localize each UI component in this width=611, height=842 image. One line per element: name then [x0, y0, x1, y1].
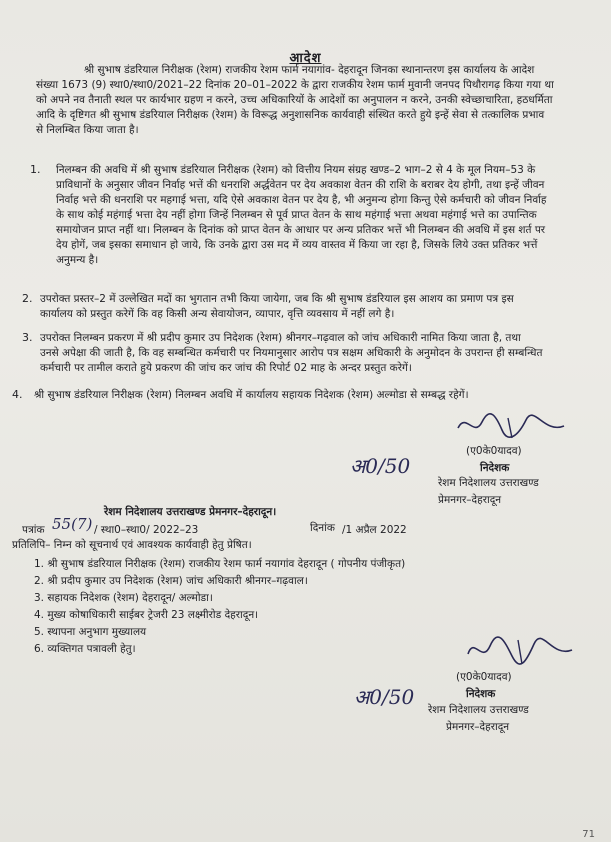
handwritten-date: अ0/50 [354, 685, 415, 709]
point-line: कर्मचारी पर तामील कराते हुये प्रकरण की जांच कर जांच की रिपोर्ट 02 माह के अन्दर प्रस्तुत करेगें। [40, 362, 412, 374]
point-line: उपरोक्त प्रस्तर–2 में उल्लेखित मदों का भुगतान तभी किया जायेगा, जब कि श्री सुभाष डंडरियाल इस आशय का प्रमाण पत्र इस [40, 293, 514, 305]
signatory-name: (ए0के0यादव) [456, 671, 512, 683]
reference-code: / स्था0–स्था0/ 2022–23 [94, 524, 199, 536]
signatory-designation: निदेशक [480, 462, 510, 474]
signatory-place: प्रेमनगर–देहरादून [438, 494, 502, 506]
office-header: रेशम निदेशालय उत्तराखण्ड प्रेमनगर–देहरादून। [104, 506, 277, 518]
list-item: 3. सहायक निदेशक (रेशम) देहरादून/ अल्मोडा। [34, 592, 213, 604]
signatory-office: रेशम निदेशालय उत्तराखण्ड [428, 704, 529, 716]
point-line: श्री सुभाष डंडरियाल निरीक्षक (रेशम) निलम्बन अवधि में कार्यालय सहायक निदेशक (रेशम) अल्मोडा से सम्बद्ध रहेगें। [34, 389, 469, 401]
signatory-office: रेशम निदेशालय उत्तराखण्ड [438, 477, 539, 489]
point-line: प्राविधानों के अनुसार जीवन निर्वाह भत्तें की धनराशि अर्द्धवेतन पर देय अवकाश वेतन की राशि के बराबर देय होगी, तथा इन्हें जीवन [56, 179, 545, 191]
handwritten-date: अ0/50 [350, 454, 411, 478]
point-line: निलम्बन की अवधि में श्री सुभाष डंडरियाल निरीक्षक (रेशम) को वित्तीय नियम संग्रह खण्ड–2 भाग–2 से 4 के मूल नियम–53 के [56, 164, 536, 176]
intro-line: संख्या 1673 (9) स्था0/स्था0/2021–22 दिनांक 20–01–2022 के द्वारा राजकीय रेशम फार्म मुवानी जनपद पिथौरागढ़ किया गया था [36, 79, 554, 91]
intro-line: को अपने नव तैनाती स्थल पर कार्यभार ग्रहण न करने, उच्च अधिकारियों के आदेशों का अनुपालन न करने, उनकी स्वेच्छाचारिता, हठधर्मिता [36, 94, 553, 106]
list-item: 4. मुख्य कोषाधिकारी साईबर ट्रेजरी 23 लक्ष्मीरोड देहरादून। [34, 609, 259, 621]
reference-date-label: दिनांक [310, 522, 335, 534]
point-line: समायोजन प्राप्त नहीं था। निलम्बन के दिनांक को प्राप्त वेतन के आधार पर अन्य प्रतिकर भत्तें भी निलम्बन की अवधि में इस शर्त पर [56, 224, 546, 236]
point-number: 1. [30, 163, 41, 176]
list-item: 2. श्री प्रदीप कुमार उप निदेशक (रेशम) जांच अधिकारी श्रीनगर–गढ़वाल। [34, 575, 308, 587]
point-number: 2. [22, 292, 33, 305]
page-number: 71 [582, 829, 595, 840]
signatory-name: (ए0के0यादव) [466, 445, 522, 457]
point-line: निर्वाह भत्ते की धनराशि पर महगाई भत्ता, यदि ऐसे अवकाश वेतन पर देय है, भी अनुमन्य होगा किन्तु ऐसे कर्मचारी को जीवन निर्वाह [56, 194, 547, 206]
point-line: देय होगें, जब इसका समाधान हो जाये, कि उनके द्वारा उस मद में व्यय वास्तव में किया जा रहा है, जिसके लिये उक्त प्रतिकर भत्तें [56, 239, 538, 251]
point-line: उपरोक्त निलम्बन प्रकरण में श्री प्रदीप कुमार उप निदेशक (रेशम) श्रीनगर–गढ़वाल को जांच अधिकारी नामित किया जाता है, तथा [40, 332, 521, 344]
signatory-place: प्रेमनगर–देहरादून [446, 721, 510, 733]
reference-label: पत्रांक [22, 524, 45, 536]
point-line: कार्यालय को प्रस्तुत करेगें कि वह किसी अन्य सेवायोजन, व्यापार, वृत्ति व्यवसाय में नहीं लगे है। [40, 308, 395, 320]
list-item: 5. स्थापना अनुभाग मुख्यालय [34, 626, 147, 638]
signature [452, 408, 572, 448]
reference-date: /1 अप्रैल 2022 [342, 524, 407, 536]
intro-line: श्री सुभाष डंडरियाल निरीक्षक (रेशम) राजकीय रेशम फार्म नयागांव- देहरादून जिनका स्थानान्तरण इस कार्यालय के आदेश [84, 64, 535, 76]
point-line: के साथ कोई महंगाई भत्ता देय नहीं होगा जिन्हें निलम्बन से पूर्व प्राप्त वेतन के साथ महंगाई भत्ता अथवा महंगाई भत्ते का उपान्तिक [56, 209, 537, 221]
reference-number: 55(7) [52, 515, 93, 533]
point-number: 4. [12, 388, 23, 401]
point-line: उनसे अपेक्षा की जाती है, कि वह सम्बन्धित कर्मचारी पर नियमानुसार आरोप पत्र सक्षम अधिकारी के अनुमोदन के उपरान्त ही सम्बन्धित [40, 347, 543, 359]
copy-intro: प्रतिलिपि– निम्न को सूचनार्थ एवं आवश्यक कार्यवाही हेतु प्रेषित। [12, 539, 252, 551]
point-line: अनुमन्य है। [56, 254, 99, 266]
document-title: आदेश [289, 51, 322, 66]
list-item: 6. व्यक्तिगत पत्रावली हेतु। [34, 643, 136, 655]
signature [460, 630, 580, 674]
list-item: 1. श्री सुभाष डंडरियाल निरीक्षक (रेशम) राजकीय रेशम फार्म नयागांव देहरादून ( गोपनीय पंजीकृत) [34, 558, 406, 570]
signatory-designation: निदेशक [466, 688, 496, 700]
intro-line: आदि के दृष्टिगत श्री सुभाष डंडरियाल निरीक्षक (रेशम) के विरूद्ध अनुशासनिक कार्यवाही संस्थित करते हुये इन्हें सेवा से तत्कालिक प्रभाव [36, 109, 545, 121]
point-number: 3. [22, 331, 33, 344]
intro-line: से निलम्बित किया जाता है। [36, 124, 139, 136]
